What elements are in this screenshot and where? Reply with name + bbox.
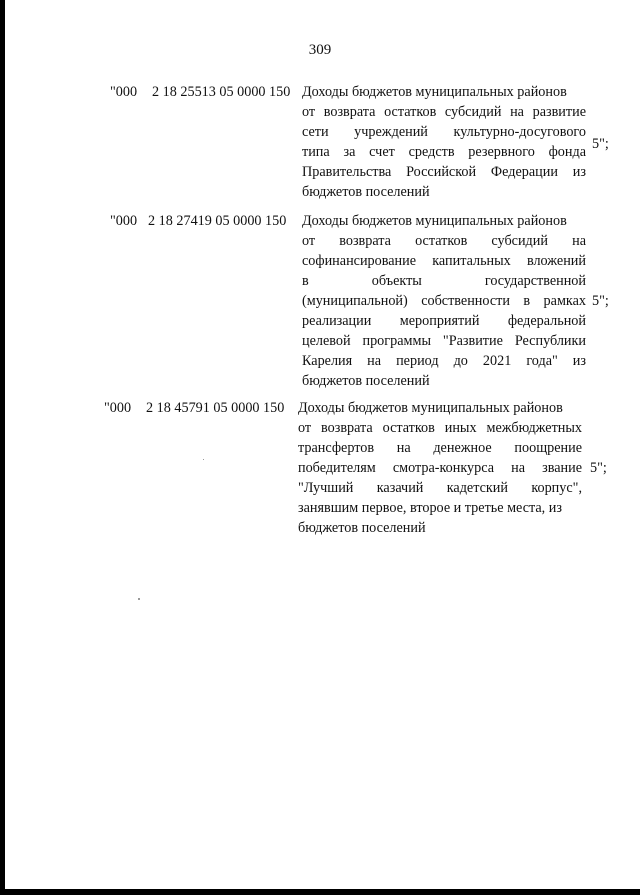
description-line: Карелия на период до 2021 года" из [302, 353, 586, 369]
description-line: Доходы бюджетов муниципальных районов [302, 213, 567, 229]
description-line: в объекты государственной [302, 273, 586, 289]
scan-bottom-border [0, 889, 640, 895]
description-line: реализации мероприятий федеральной [302, 313, 586, 329]
budget-classification-code: 2 18 25513 05 0000 150 [152, 84, 291, 100]
description-line: "Лучший казачий кадетский корпус", [298, 480, 582, 496]
description-line: от возврата остатков субсидий на [302, 233, 586, 249]
budget-classification-code: 2 18 27419 05 0000 150 [148, 213, 287, 229]
description-line: Правительства Российской Федерации из [302, 164, 586, 180]
entry-open-quote: "000 [104, 400, 132, 416]
entry-suffix: 5"; [592, 293, 609, 309]
scan-speck [138, 598, 140, 600]
description-line: сети учреждений культурно-досугового [302, 124, 586, 140]
page-number: 309 [308, 42, 332, 58]
description-line: от возврата остатков иных межбюджетных [298, 420, 582, 436]
description-line: бюджетов поселений [302, 373, 430, 389]
description-line: софинансирование капитальных вложений [302, 253, 586, 269]
entry-description [302, 82, 586, 202]
description-line: бюджетов поселений [298, 520, 426, 536]
description-line: (муниципальной) собственности в рамках [302, 293, 586, 309]
description-line: целевой программы "Развитие Республики [302, 333, 586, 349]
entry-open-quote: "000 [110, 213, 138, 229]
entry-open-quote: "000 [110, 84, 138, 100]
description-line: бюджетов поселений [302, 184, 430, 200]
entry-suffix: 5"; [590, 460, 607, 476]
scan-speck [203, 459, 204, 460]
entry-suffix: 5"; [592, 136, 609, 152]
description-line: занявшим первое, второе и третье места, из [298, 500, 562, 516]
description-line: Доходы бюджетов муниципальных районов [302, 84, 567, 100]
scan-left-border [0, 0, 5, 895]
entry-description [302, 211, 586, 391]
description-line: типа за счет средств резервного фонда [302, 144, 586, 160]
budget-classification-code: 2 18 45791 05 0000 150 [146, 400, 285, 416]
description-line: от возврата остатков субсидий на развитие [302, 104, 586, 120]
description-line: трансфертов на денежное поощрение [298, 440, 582, 456]
description-line: победителям смотра-конкурса на звание [298, 460, 582, 476]
entry-description [298, 398, 582, 538]
description-line: Доходы бюджетов муниципальных районов [298, 400, 563, 416]
